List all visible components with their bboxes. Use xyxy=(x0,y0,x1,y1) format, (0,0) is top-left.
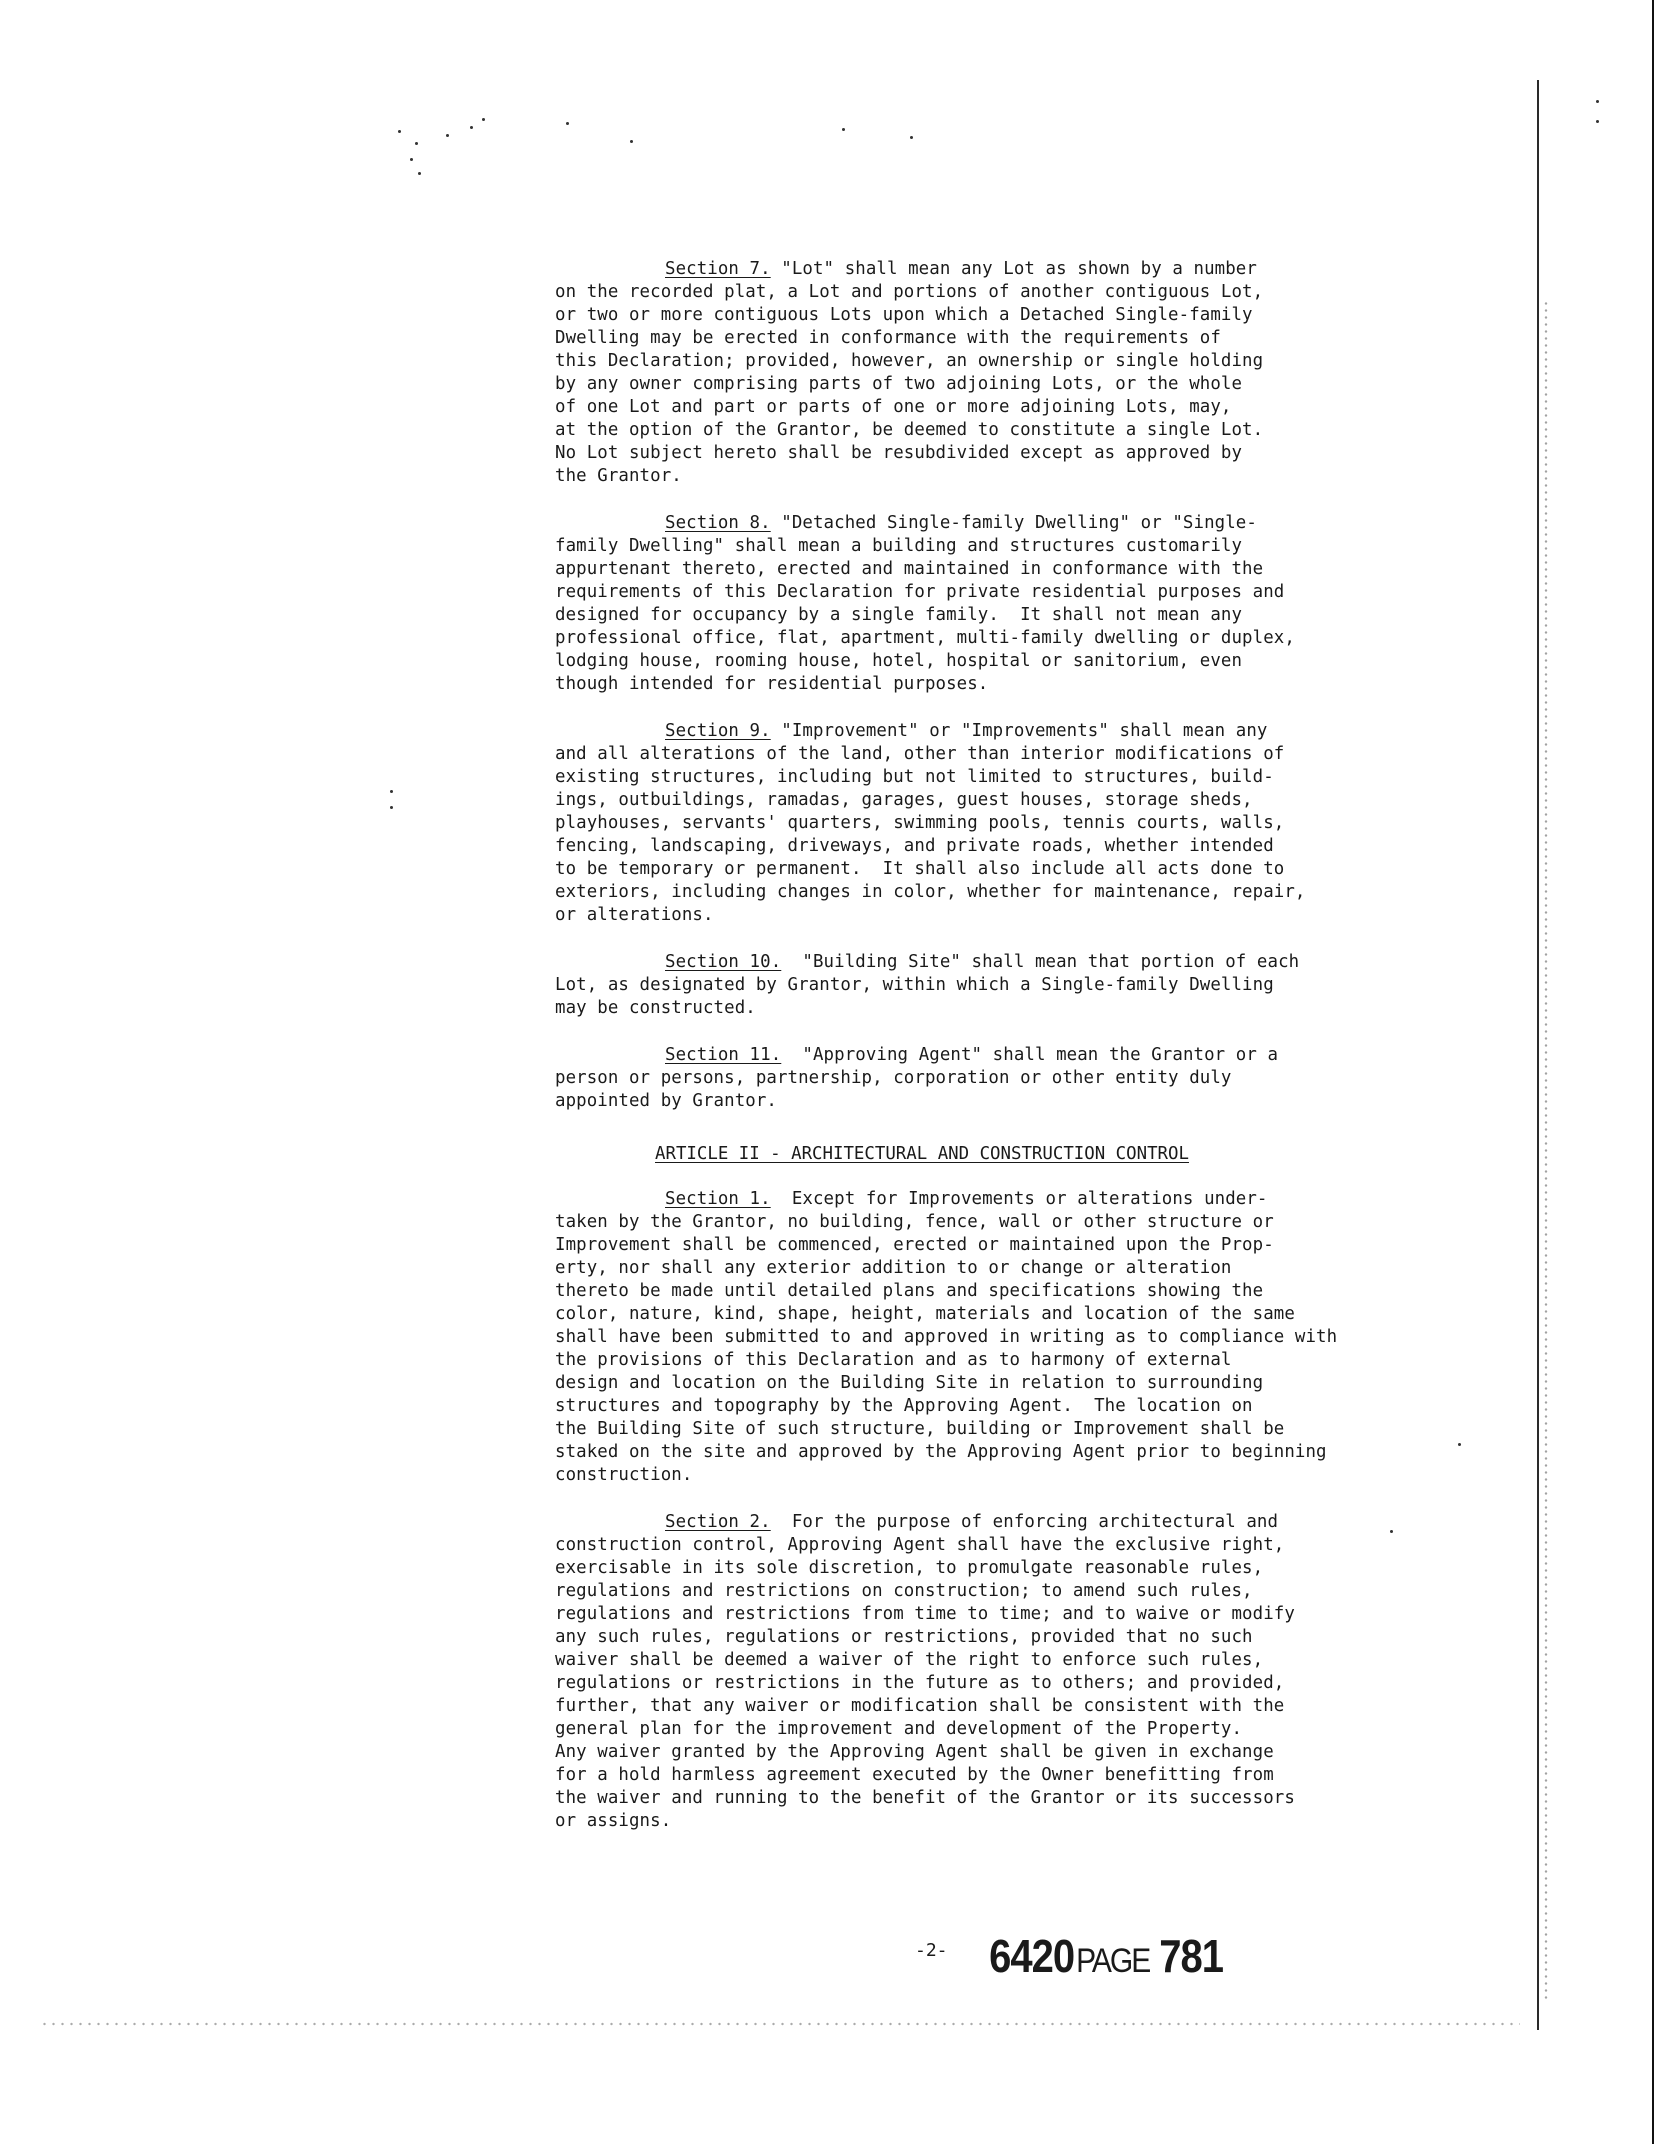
section-text: the Grantor. xyxy=(555,466,682,486)
text-line xyxy=(555,604,1485,627)
section-text: "Improvement" or "Improvements" shall mean any xyxy=(770,721,1268,741)
section-text: "Approving Agent" shall mean the Grantor or a xyxy=(781,1045,1279,1065)
text-line xyxy=(555,766,1485,789)
section-heading: Section 1. xyxy=(665,1189,771,1209)
text-line xyxy=(555,1044,1485,1067)
section-text: or two or more contiguous Lots upon which a Detached Single-family xyxy=(555,305,1253,325)
section-text: any such rules, regulations or restrictions, provided that no such xyxy=(555,1627,1253,1647)
section-text: thereto be made until detailed plans and specifications showing the xyxy=(555,1281,1264,1301)
section-text: or alterations. xyxy=(555,905,714,925)
book-page-number: 781 xyxy=(1159,1931,1224,1983)
text-line xyxy=(555,281,1485,304)
text-line xyxy=(555,1211,1485,1234)
section-text: taken by the Grantor, no building, fence, wall or other structure or xyxy=(555,1212,1274,1232)
section-paragraph xyxy=(555,720,1485,927)
section-text: may be constructed. xyxy=(555,998,756,1018)
section-paragraph xyxy=(555,258,1485,488)
section-heading: Section 10. xyxy=(665,952,782,972)
section-paragraph xyxy=(555,1511,1485,1833)
section-text: erty, nor shall any exterior addition to or change or alteration xyxy=(555,1258,1232,1278)
section-text: on the recorded plat, a Lot and portions of another contiguous Lot, xyxy=(555,282,1264,302)
page-footer xyxy=(915,1931,1224,1983)
scan-border-line xyxy=(1652,0,1654,2144)
section-text: and all alterations of the land, other than interior modifications of xyxy=(555,744,1285,764)
text-line xyxy=(555,373,1485,396)
scan-speck xyxy=(390,790,393,793)
scan-speck xyxy=(910,136,913,139)
section-text: fencing, landscaping, driveways, and private roads, whether intended xyxy=(555,836,1274,856)
section-text: for a hold harmless agreement executed by the Owner benefitting from xyxy=(555,1765,1274,1785)
scan-speck xyxy=(566,122,569,125)
text-line xyxy=(555,1234,1485,1257)
text-line xyxy=(555,535,1485,558)
section-text: designed for occupancy by a single family. It shall not mean any xyxy=(555,605,1243,625)
page-label: PAGE xyxy=(1076,1941,1150,1980)
section-text: though intended for residential purposes. xyxy=(555,674,989,694)
text-line xyxy=(555,327,1485,350)
scan-speck xyxy=(418,172,421,175)
text-line xyxy=(555,1695,1485,1718)
text-line xyxy=(555,1067,1485,1090)
scan-speck xyxy=(1596,100,1599,103)
text-line xyxy=(555,1626,1485,1649)
section-text: by any owner comprising parts of two adjoining Lots, or the whole xyxy=(555,374,1243,394)
text-line xyxy=(555,1349,1485,1372)
text-line xyxy=(555,720,1485,743)
text-line xyxy=(555,304,1485,327)
text-line xyxy=(555,1303,1485,1326)
section-text: lodging house, rooming house, hotel, hospital or sanitorium, even xyxy=(555,651,1243,671)
text-line xyxy=(555,1672,1485,1695)
section-text: Dwelling may be erected in conformance with the requirements of xyxy=(555,328,1221,348)
section-heading: Section 9. xyxy=(665,721,771,741)
article-two-sections xyxy=(555,1188,1485,1833)
article-one-sections xyxy=(555,258,1485,1113)
article-heading: ARTICLE II - ARCHITECTURAL AND CONSTRUCTION CONTROL xyxy=(655,1144,1189,1164)
page-edge-line xyxy=(1537,80,1539,2030)
text-line xyxy=(555,789,1485,812)
text-line xyxy=(555,951,1485,974)
text-line xyxy=(555,558,1485,581)
section-text: the provisions of this Declaration and as to harmony of external xyxy=(555,1350,1232,1370)
section-text: regulations and restrictions on construction; to amend such rules, xyxy=(555,1581,1253,1601)
section-text: color, nature, kind, shape, height, materials and location of the same xyxy=(555,1304,1295,1324)
text-line xyxy=(555,1511,1485,1534)
section-text: professional office, flat, apartment, multi-family dwelling or duplex, xyxy=(555,628,1295,648)
text-line xyxy=(555,1372,1485,1395)
text-line xyxy=(555,581,1485,604)
book-number: 6420 xyxy=(989,1931,1075,1983)
text-line xyxy=(555,258,1485,281)
section-heading: Section 2. xyxy=(665,1512,771,1532)
text-line xyxy=(555,1441,1485,1464)
text-line xyxy=(555,442,1485,465)
section-text: family Dwelling" shall mean a building and structures customarily xyxy=(555,536,1243,556)
section-text: shall have been submitted to and approved in writing as to compliance with xyxy=(555,1327,1338,1347)
scan-speck xyxy=(415,142,418,145)
text-line xyxy=(555,1534,1485,1557)
text-line xyxy=(555,974,1485,997)
section-paragraph xyxy=(555,1188,1485,1487)
scan-speck xyxy=(482,118,485,121)
section-heading: Section 11. xyxy=(665,1045,782,1065)
text-line xyxy=(555,1557,1485,1580)
section-paragraph xyxy=(555,1044,1485,1113)
text-line xyxy=(555,627,1485,650)
text-line xyxy=(555,650,1485,673)
section-paragraph xyxy=(555,951,1485,1020)
text-line xyxy=(555,1418,1485,1441)
text-line xyxy=(555,1810,1485,1833)
text-line xyxy=(555,997,1485,1020)
scan-speck xyxy=(630,140,633,143)
section-text: regulations and restrictions from time to time; and to waive or modify xyxy=(555,1604,1295,1624)
section-text: Any waiver granted by the Approving Agent shall be given in exchange xyxy=(555,1742,1274,1762)
section-text: to be temporary or permanent. It shall also include all acts done to xyxy=(555,859,1285,879)
text-line xyxy=(555,1580,1485,1603)
section-text: "Building Site" shall mean that portion of each xyxy=(781,952,1300,972)
scan-bottom-dots xyxy=(40,2022,1520,2026)
section-text: further, that any waiver or modification shall be consistent with the xyxy=(555,1696,1285,1716)
section-text: exercisable in its sole discretion, to promulgate reasonable rules, xyxy=(555,1558,1264,1578)
document-body xyxy=(555,258,1485,1857)
section-text: Lot, as designated by Grantor, within which a Single-family Dwelling xyxy=(555,975,1274,995)
text-line xyxy=(555,396,1485,419)
section-text: waiver shall be deemed a waiver of the right to enforce such rules, xyxy=(555,1650,1264,1670)
text-line xyxy=(555,1188,1485,1211)
text-line xyxy=(555,743,1485,766)
scan-speck xyxy=(398,130,401,133)
section-text: regulations or restrictions in the future as to others; and provided, xyxy=(555,1673,1285,1693)
section-text: Improvement shall be commenced, erected or maintained upon the Prop- xyxy=(555,1235,1274,1255)
scan-speck xyxy=(842,128,845,131)
scan-speck xyxy=(470,126,473,129)
text-line xyxy=(555,1257,1485,1280)
section-text: of one Lot and part or parts of one or more adjoining Lots, may, xyxy=(555,397,1232,417)
section-text: staked on the site and approved by the Approving Agent prior to beginning xyxy=(555,1442,1327,1462)
text-line xyxy=(555,904,1485,927)
text-line xyxy=(555,858,1485,881)
section-text: "Lot" shall mean any Lot as shown by a number xyxy=(770,259,1257,279)
section-text: appointed by Grantor. xyxy=(555,1091,777,1111)
scan-speck xyxy=(390,806,393,809)
section-text: the waiver and running to the benefit of the Grantor or its successors xyxy=(555,1788,1295,1808)
text-line xyxy=(555,1326,1485,1349)
text-line xyxy=(555,1764,1485,1787)
text-line xyxy=(555,1787,1485,1810)
text-line xyxy=(555,881,1485,904)
page-number: -2- xyxy=(915,1940,948,1961)
text-line xyxy=(555,1395,1485,1418)
section-text: the Building Site of such structure, building or Improvement shall be xyxy=(555,1419,1285,1439)
section-text: playhouses, servants' quarters, swimming pools, tennis courts, walls, xyxy=(555,813,1285,833)
text-line xyxy=(555,1280,1485,1303)
section-text: appurtenant thereto, erected and maintained in conformance with the xyxy=(555,559,1264,579)
section-text: construction control, Approving Agent shall have the exclusive right, xyxy=(555,1535,1285,1555)
section-text: at the option of the Grantor, be deemed to constitute a single Lot. xyxy=(555,420,1264,440)
section-text: or assigns. xyxy=(555,1811,672,1831)
section-heading: Section 8. xyxy=(665,513,771,533)
section-text: requirements of this Declaration for private residential purposes and xyxy=(555,582,1285,602)
text-line xyxy=(555,419,1485,442)
section-heading: Section 7. xyxy=(665,259,771,279)
text-line xyxy=(555,1603,1485,1626)
section-text: ings, outbuildings, ramadas, garages, guest houses, storage sheds, xyxy=(555,790,1253,810)
section-text: person or persons, partnership, corporation or other entity duly xyxy=(555,1068,1232,1088)
text-line xyxy=(555,350,1485,373)
text-line xyxy=(555,835,1485,858)
text-line xyxy=(555,1090,1485,1113)
section-text: this Declaration; provided, however, an ownership or single holding xyxy=(555,351,1264,371)
section-text: exteriors, including changes in color, whether for maintenance, repair, xyxy=(555,882,1306,902)
section-paragraph xyxy=(555,512,1485,696)
text-line xyxy=(555,512,1485,535)
section-text: construction. xyxy=(555,1465,693,1485)
recording-stamp xyxy=(989,1932,1223,1984)
text-line xyxy=(555,465,1485,488)
section-text: general plan for the improvement and development of the Property. xyxy=(555,1719,1243,1739)
section-text: "Detached Single-family Dwelling" or "Single- xyxy=(770,513,1257,533)
scan-edge-dots xyxy=(1544,300,1548,2000)
section-text: Except for Improvements or alterations under- xyxy=(770,1189,1268,1209)
text-line xyxy=(555,1464,1485,1487)
section-text: design and location on the Building Site in relation to surrounding xyxy=(555,1373,1264,1393)
text-line xyxy=(555,1718,1485,1741)
section-text: No Lot subject hereto shall be resubdivided except as approved by xyxy=(555,443,1243,463)
text-line xyxy=(555,1649,1485,1672)
section-text: existing structures, including but not limited to structures, build- xyxy=(555,767,1274,787)
text-line xyxy=(555,812,1485,835)
section-text: structures and topography by the Approving Agent. The location on xyxy=(555,1396,1253,1416)
section-text: For the purpose of enforcing architectural and xyxy=(770,1512,1279,1532)
scan-speck xyxy=(1596,120,1599,123)
scan-speck xyxy=(446,134,449,137)
scan-speck xyxy=(410,158,413,161)
text-line xyxy=(555,673,1485,696)
text-line xyxy=(555,1741,1485,1764)
